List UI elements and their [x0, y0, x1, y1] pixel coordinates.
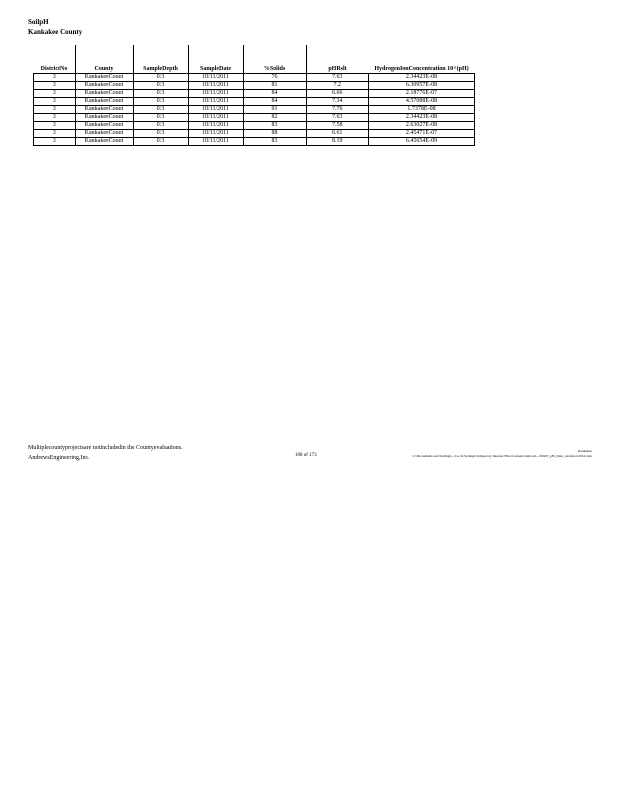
table-row	[34, 90, 475, 98]
cell-districtno: 3	[34, 114, 76, 122]
cell-sampledepth: 0:3	[133, 98, 188, 106]
data-table-container	[33, 45, 475, 146]
cell-phrslt: 6.66	[306, 90, 369, 98]
table-row	[34, 114, 475, 122]
report-title: SoilpH	[28, 18, 49, 26]
cell-solids: 81	[243, 82, 306, 90]
cell-sampledate: 10/11/2011	[188, 130, 243, 138]
page-number: 108 of 173	[295, 453, 317, 458]
cell-hydrogen-ion: 2.63027E-08	[369, 122, 475, 130]
cell-solids: 88	[243, 130, 306, 138]
cell-sampledepth: 0:3	[133, 74, 188, 82]
column-header-county: County	[75, 45, 133, 74]
cell-districtno: 3	[34, 82, 76, 90]
column-header-sampledepth: SampleDepth	[133, 45, 188, 74]
column-header-districtno: DistrictNo	[40, 66, 68, 72]
cell-solids: 83	[243, 122, 306, 130]
cell-sampledepth: 0:3	[133, 138, 188, 146]
cell-phrslt: 7.34	[306, 98, 369, 106]
cell-hydrogen-ion: 6.45654E-09	[369, 138, 475, 146]
table-row	[34, 130, 475, 138]
cell-districtno: 3	[34, 106, 76, 114]
column-header-sampledate: SampleDate	[188, 45, 243, 74]
cell-hydrogen-ion: 4.57088E-08	[369, 98, 475, 106]
cell-hydrogen-ion: 2.34423E-08	[369, 74, 475, 82]
cell-sampledate: 10/11/2011	[188, 114, 243, 122]
column-header-solids: %Solids	[243, 45, 306, 74]
cell-districtno: 3	[34, 122, 76, 130]
table-row	[34, 106, 475, 114]
cell-county: KankakeeCount	[75, 98, 133, 106]
report-subtitle: Kankakee County	[28, 28, 83, 36]
cell-phrslt: 7.2	[306, 82, 369, 90]
footer-file-path: C:\Documents and Settings\...\Local Settings\Temporary Internet Files\Content.Outlook\...\IDOT_pH_Data_Andrews\2012.xlsx	[412, 454, 592, 458]
cell-hydrogen-ion: 1.7378E-08	[369, 106, 475, 114]
cell-sampledate: 10/11/2011	[188, 98, 243, 106]
cell-sampledepth: 0:3	[133, 90, 188, 98]
cell-county: KankakeeCount	[75, 90, 133, 98]
cell-sampledate: 10/11/2011	[188, 74, 243, 82]
footer-right	[272, 449, 592, 459]
soil-ph-table	[33, 45, 475, 146]
cell-solids: 82	[243, 114, 306, 122]
cell-phrslt: 6.61	[306, 130, 369, 138]
footer-note: Multiplecountyprojectsare notincludedin the Countyevaluations.	[28, 445, 183, 451]
cell-sampledate: 10/11/2011	[188, 82, 243, 90]
cell-sampledepth: 0:3	[133, 106, 188, 114]
column-header-hydrogen-ion: HydrogenIonConcentration 10^(pH)	[374, 66, 469, 72]
cell-sampledate: 10/11/2011	[188, 90, 243, 98]
cell-solids: 76	[243, 74, 306, 82]
cell-sampledepth: 0:3	[133, 130, 188, 138]
column-header-phrslt: pHRslt	[306, 45, 369, 74]
cell-districtno: 3	[34, 98, 76, 106]
footer-company: AndrewsEngineering,Inc.	[28, 455, 90, 461]
cell-county: KankakeeCount	[75, 114, 133, 122]
cell-hydrogen-ion: 6.30957E-08	[369, 82, 475, 90]
cell-sampledate: 10/11/2011	[188, 138, 243, 146]
cell-districtno: 3	[34, 74, 76, 82]
cell-county: KankakeeCount	[75, 74, 133, 82]
cell-districtno: 3	[34, 90, 76, 98]
cell-county: KankakeeCount	[75, 122, 133, 130]
table-row	[34, 74, 475, 82]
cell-phrslt: 7.63	[306, 114, 369, 122]
cell-phrslt: 7.76	[306, 106, 369, 114]
cell-phrslt: 8.19	[306, 138, 369, 146]
cell-phrslt: 7.58	[306, 122, 369, 130]
table-row	[34, 122, 475, 130]
cell-hydrogen-ion: 2.34423E-08	[369, 114, 475, 122]
cell-hydrogen-ion: 2.45471E-07	[369, 130, 475, 138]
footer-sheet-label: Kankakee	[578, 449, 592, 453]
table-row	[34, 138, 475, 146]
footer-left	[28, 443, 183, 463]
cell-sampledepth: 0:3	[133, 82, 188, 90]
cell-sampledate: 10/11/2011	[188, 122, 243, 130]
cell-county: KankakeeCount	[75, 82, 133, 90]
report-header	[28, 17, 82, 37]
table-row	[34, 82, 475, 90]
table-row	[34, 98, 475, 106]
cell-sampledepth: 0:3	[133, 122, 188, 130]
table-header-row	[34, 45, 475, 74]
cell-districtno: 3	[34, 130, 76, 138]
cell-county: KankakeeCount	[75, 138, 133, 146]
cell-county: KankakeeCount	[75, 106, 133, 114]
cell-solids: 84	[243, 90, 306, 98]
cell-districtno: 3	[34, 138, 76, 146]
cell-solids: 91	[243, 106, 306, 114]
table-body	[34, 74, 475, 146]
cell-solids: 84	[243, 98, 306, 106]
cell-sampledepth: 0:3	[133, 114, 188, 122]
cell-phrslt: 7.63	[306, 74, 369, 82]
cell-sampledate: 10/11/2011	[188, 106, 243, 114]
cell-solids: 83	[243, 138, 306, 146]
cell-hydrogen-ion: 2.18776E-07	[369, 90, 475, 98]
cell-county: KankakeeCount	[75, 130, 133, 138]
